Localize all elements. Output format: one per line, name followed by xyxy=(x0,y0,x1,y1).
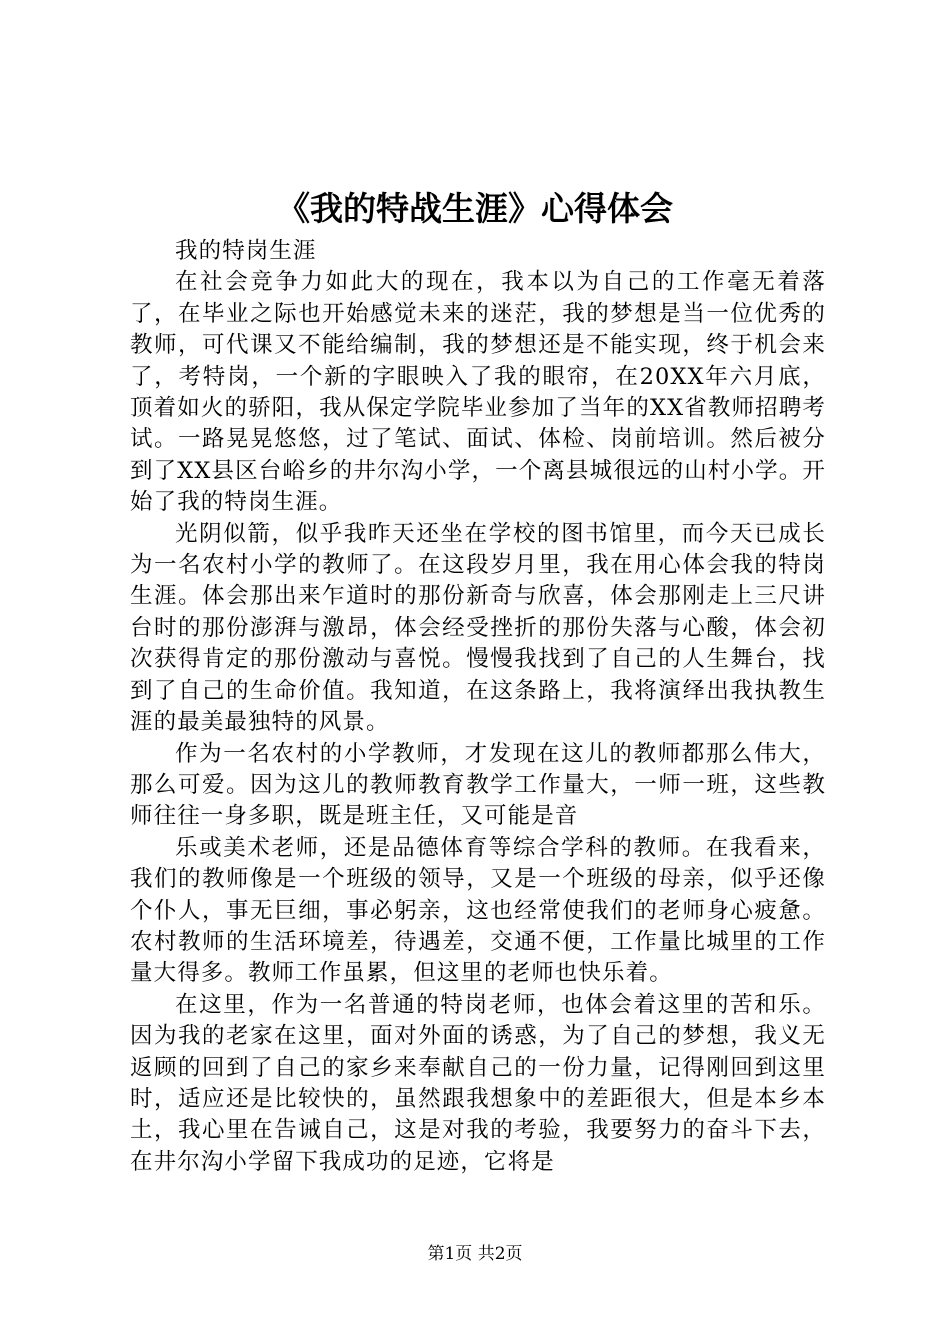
paragraph: 作为一名农村的小学教师，才发现在这儿的教师都那么伟大，那么可爱。因为这儿的教师教育教学工作量大，一师一班，这些教师往往一身多职，既是班主任，又可能是音 xyxy=(130,740,826,830)
document-body xyxy=(130,236,826,1178)
paragraph: 在社会竞争力如此大的现在，我本以为自己的工作毫无着落了，在毕业之际也开始感觉未来的迷茫，我的梦想是当一位优秀的教师，可代课又不能给编制，我的梦想还是不能实现，终于机会来了，考特岗，一个新的字眼映入了我的眼帘，在20XX年六月底，顶着如火的骄阳，我从保定学院毕业参加了当年的XX省教师招聘考试。一路晃晃悠悠，过了笔试、面试、体检、岗前培训。然后被分到了XX县区台峪乡的井尔沟小学，一个离县城很远的山村小学。开始了我的特岗生涯。 xyxy=(130,269,826,516)
page-footer: 第1页 共2页 xyxy=(427,1244,523,1264)
paragraph: 光阴似箭，似乎我昨天还坐在学校的图书馆里，而今天已成长为一名农村小学的教师了。在这段岁月里，我在用心体会我的特岗生涯。体会那出来乍道时的那份新奇与欣喜，体会那刚走上三尺讲台时的那份澎湃与激昂，体会经受挫折的那份失落与心酸，体会初次获得肯定的那份激动与喜悦。慢慢我找到了自己的人生舞台，找到了自己的生命价值。我知道，在这条路上，我将演绎出我执教生涯的最美最独特的风景。 xyxy=(130,520,826,736)
document-title: 《我的特战生涯》心得体会 xyxy=(277,189,673,228)
paragraph: 乐或美术老师，还是品德体育等综合学科的教师。在我看来，我们的教师像是一个班级的领导，又是一个班级的母亲，似乎还像个仆人，事无巨细，事必躬亲，这也经常使我们的老师身心疲惫。农村教师的生活环境差，待遇差，交通不便，工作量比城里的工作量大得多。教师工作虽累，但这里的老师也快乐着。 xyxy=(130,834,826,987)
paragraph-heading: 我的特岗生涯 xyxy=(175,238,317,264)
paragraph: 在这里，作为一名普通的特岗老师，也体会着这里的苦和乐。因为我的老家在这里，面对外面的诱惑，为了自己的梦想，我义无返顾的回到了自己的家乡来奉献自己的一份力量，记得刚回到这里时，适应还是比较快的，虽然跟我想象中的差距很大，但是本乡本土，我心里在告诫自己，这是对我的考验，我要努力的奋斗下去，在井尔沟小学留下我成功的足迹，它将是 xyxy=(130,991,826,1175)
